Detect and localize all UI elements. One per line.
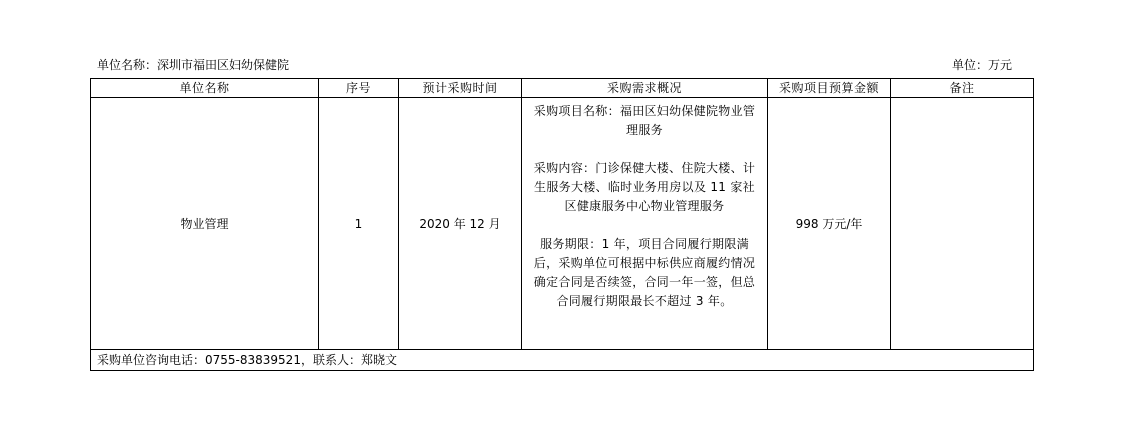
cell-description [522, 98, 768, 350]
contact-info: 采购单位咨询电话：0755-83839521，联系人：郑晓文 [91, 350, 1034, 371]
table-header-row [91, 79, 1034, 98]
column-header-description: 采购需求概况 [522, 79, 768, 98]
cell-remark [891, 98, 1034, 350]
unit-currency-label: 单位：万元 [951, 58, 1012, 72]
description-term: 服务期限：1 年，项目合同履行期限满后，采购单位可根据中标供应商履约情况确定合同是否续签，合同一年一签，但总合同履行期限最长不超过 3 年。 [533, 237, 756, 308]
procurement-table [90, 78, 1034, 371]
table-footer-row [91, 350, 1034, 371]
unit-name-label: 单位名称：深圳市福田区妇幼保健院 [97, 58, 290, 72]
description-project-name: 采购项目名称：福田区妇幼保健院物业管理服务 [533, 104, 756, 137]
cell-budget: 998 万元/年 [768, 98, 891, 350]
cell-index: 1 [319, 98, 399, 350]
column-header-time: 预计采购时间 [399, 79, 522, 98]
column-header-index: 序号 [319, 79, 399, 98]
column-header-unit: 单位名称 [91, 79, 319, 98]
cell-time: 2020 年 12 月 [399, 98, 522, 350]
table-row [91, 98, 1034, 350]
cell-unit: 物业管理 [91, 98, 319, 350]
description-content: 采购内容：门诊保健大楼、住院大楼、计生服务大楼、临时业务用房以及 11 家社区健康服务中心物业管理服务 [533, 161, 756, 213]
column-header-budget: 采购项目预算金额 [768, 79, 891, 98]
column-header-remark: 备注 [891, 79, 1034, 98]
